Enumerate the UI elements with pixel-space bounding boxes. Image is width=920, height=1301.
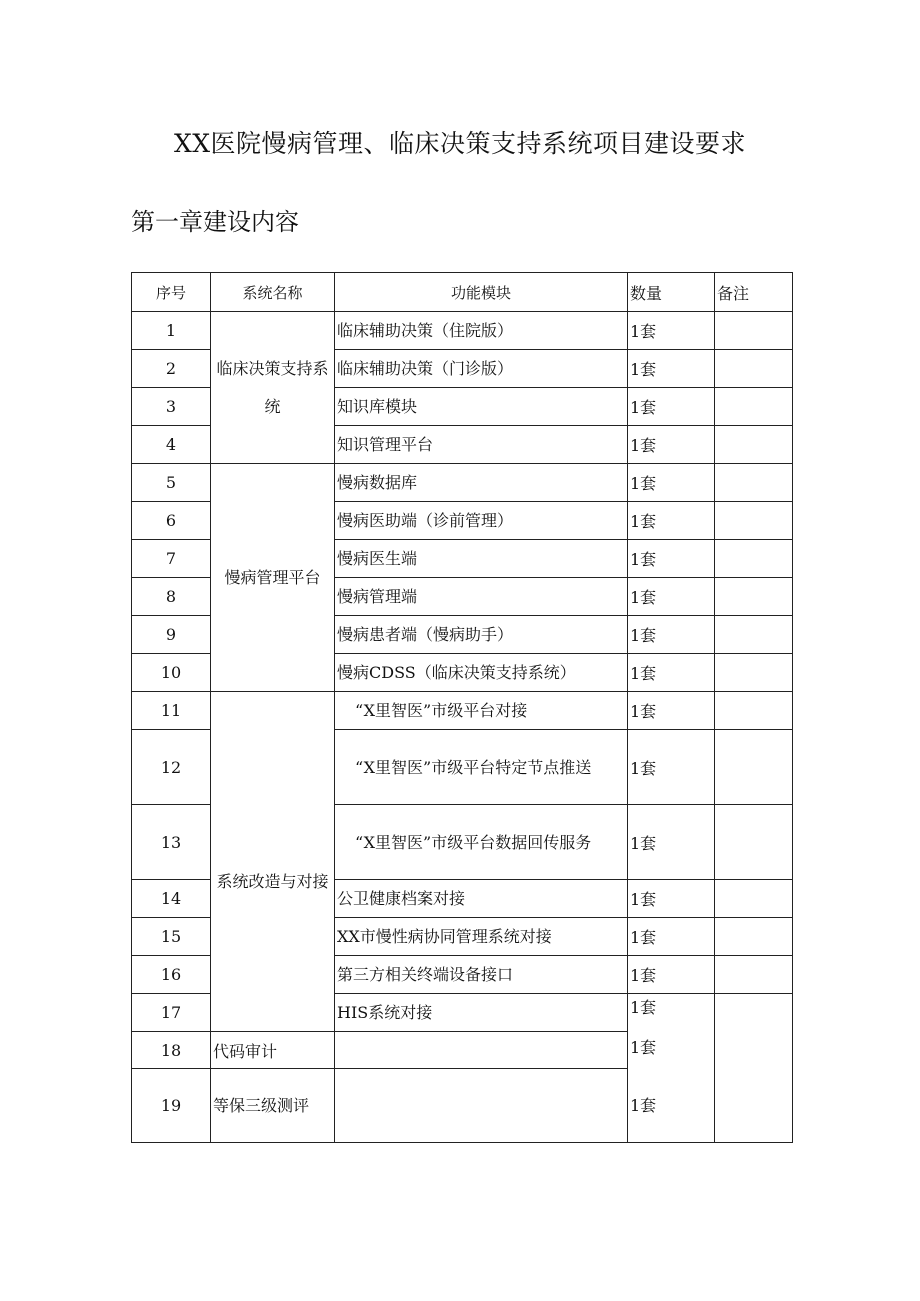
header-module: 功能模块 [335, 273, 628, 312]
module-name: HIS系统对接 [335, 994, 628, 1032]
module-name: XX市慢性病协同管理系统对接 [335, 918, 628, 956]
row-index: 7 [132, 540, 211, 578]
module-name: 临床辅助决策（住院版） [335, 312, 628, 350]
module-name [335, 730, 628, 805]
note-cell [715, 616, 793, 654]
module-name: 知识管理平台 [335, 426, 628, 464]
row-index: 12 [132, 730, 211, 805]
row-index: 6 [132, 502, 211, 540]
quantity: 1套 [628, 464, 715, 502]
table-header-row [132, 273, 793, 312]
module-name: 慢病患者端（慢病助手） [335, 616, 628, 654]
row-index: 19 [132, 1069, 211, 1143]
quantity: 1套 [630, 1096, 657, 1115]
quantity: 1套 [628, 388, 715, 426]
header-index: 序号 [132, 273, 211, 312]
quantity: 1套 [628, 312, 715, 350]
note-cell [715, 956, 793, 994]
note-cell [715, 730, 793, 805]
note-cell [715, 502, 793, 540]
header-system: 系统名称 [211, 273, 335, 312]
row-index: 16 [132, 956, 211, 994]
row-index: 10 [132, 654, 211, 692]
module-name-text: “X里智医”市级平台特定节点推送 [355, 757, 592, 777]
row-index: 17 [132, 994, 211, 1032]
row-index: 11 [132, 692, 211, 730]
module-name: 慢病CDSS（临床决策支持系统） [335, 654, 628, 692]
table-row [132, 464, 793, 502]
row-index: 3 [132, 388, 211, 426]
note-cell [715, 692, 793, 730]
row-index: 2 [132, 350, 211, 388]
quantity-stack [628, 994, 715, 1143]
note-cell [715, 918, 793, 956]
module-name: 公卫健康档案对接 [335, 880, 628, 918]
module-name: 慢病数据库 [335, 464, 628, 502]
module-name [335, 1032, 628, 1069]
quantity: 1套 [628, 918, 715, 956]
chapter-heading: 第一章建设内容 [131, 208, 299, 236]
quantity: 1套 [628, 805, 715, 880]
quantity: 1套 [628, 540, 715, 578]
module-name: 临床辅助决策（门诊版） [335, 350, 628, 388]
document-title: XX医院慢病管理、临床决策支持系统项目建设要求 [173, 129, 747, 158]
module-name: 知识库模块 [335, 388, 628, 426]
row-index: 15 [132, 918, 211, 956]
note-cell [715, 540, 793, 578]
row-index: 14 [132, 880, 211, 918]
quantity: 1套 [628, 578, 715, 616]
row-index: 13 [132, 805, 211, 880]
note-cell [715, 388, 793, 426]
note-cell [715, 312, 793, 350]
row-index: 8 [132, 578, 211, 616]
row-index: 5 [132, 464, 211, 502]
system-name-cdss: 临床决策支持系统 [211, 312, 335, 464]
note-cell [715, 654, 793, 692]
system-name-integration: 系统改造与对接 [211, 692, 335, 1032]
system-name: 等保三级测评 [211, 1069, 335, 1143]
module-name [335, 805, 628, 880]
row-index: 1 [132, 312, 211, 350]
quantity: 1套 [628, 502, 715, 540]
note-cell [715, 350, 793, 388]
system-name: 代码审计 [211, 1032, 335, 1069]
quantity: 1套 [628, 616, 715, 654]
quantity: 1套 [628, 692, 715, 730]
header-note: 备注 [715, 273, 793, 312]
quantity: 1套 [630, 998, 657, 1017]
module-name-text: “X里智医”市级平台数据回传服务 [355, 832, 592, 852]
note-cell [715, 426, 793, 464]
note-cell [715, 578, 793, 616]
quantity: 1套 [630, 1038, 657, 1057]
note-cell [715, 994, 793, 1143]
row-index: 4 [132, 426, 211, 464]
module-name: 慢病管理端 [335, 578, 628, 616]
table-row [132, 312, 793, 350]
header-qty: 数量 [628, 273, 715, 312]
quantity: 1套 [628, 956, 715, 994]
module-name: 第三方相关终端设备接口 [335, 956, 628, 994]
quantity: 1套 [628, 426, 715, 464]
note-cell [715, 880, 793, 918]
quantity: 1套 [628, 730, 715, 805]
module-name: 慢病医生端 [335, 540, 628, 578]
quantity: 1套 [628, 880, 715, 918]
note-cell [715, 805, 793, 880]
module-name: “X里智医”市级平台对接 [335, 692, 628, 730]
row-index: 18 [132, 1032, 211, 1069]
row-index: 9 [132, 616, 211, 654]
table-row [132, 692, 793, 730]
note-cell [715, 464, 793, 502]
quantity: 1套 [628, 654, 715, 692]
system-name-chronic: 慢病管理平台 [211, 464, 335, 692]
module-name: 慢病医助端（诊前管理） [335, 502, 628, 540]
quantity: 1套 [628, 350, 715, 388]
module-name [335, 1069, 628, 1143]
requirements-table [131, 272, 793, 1143]
